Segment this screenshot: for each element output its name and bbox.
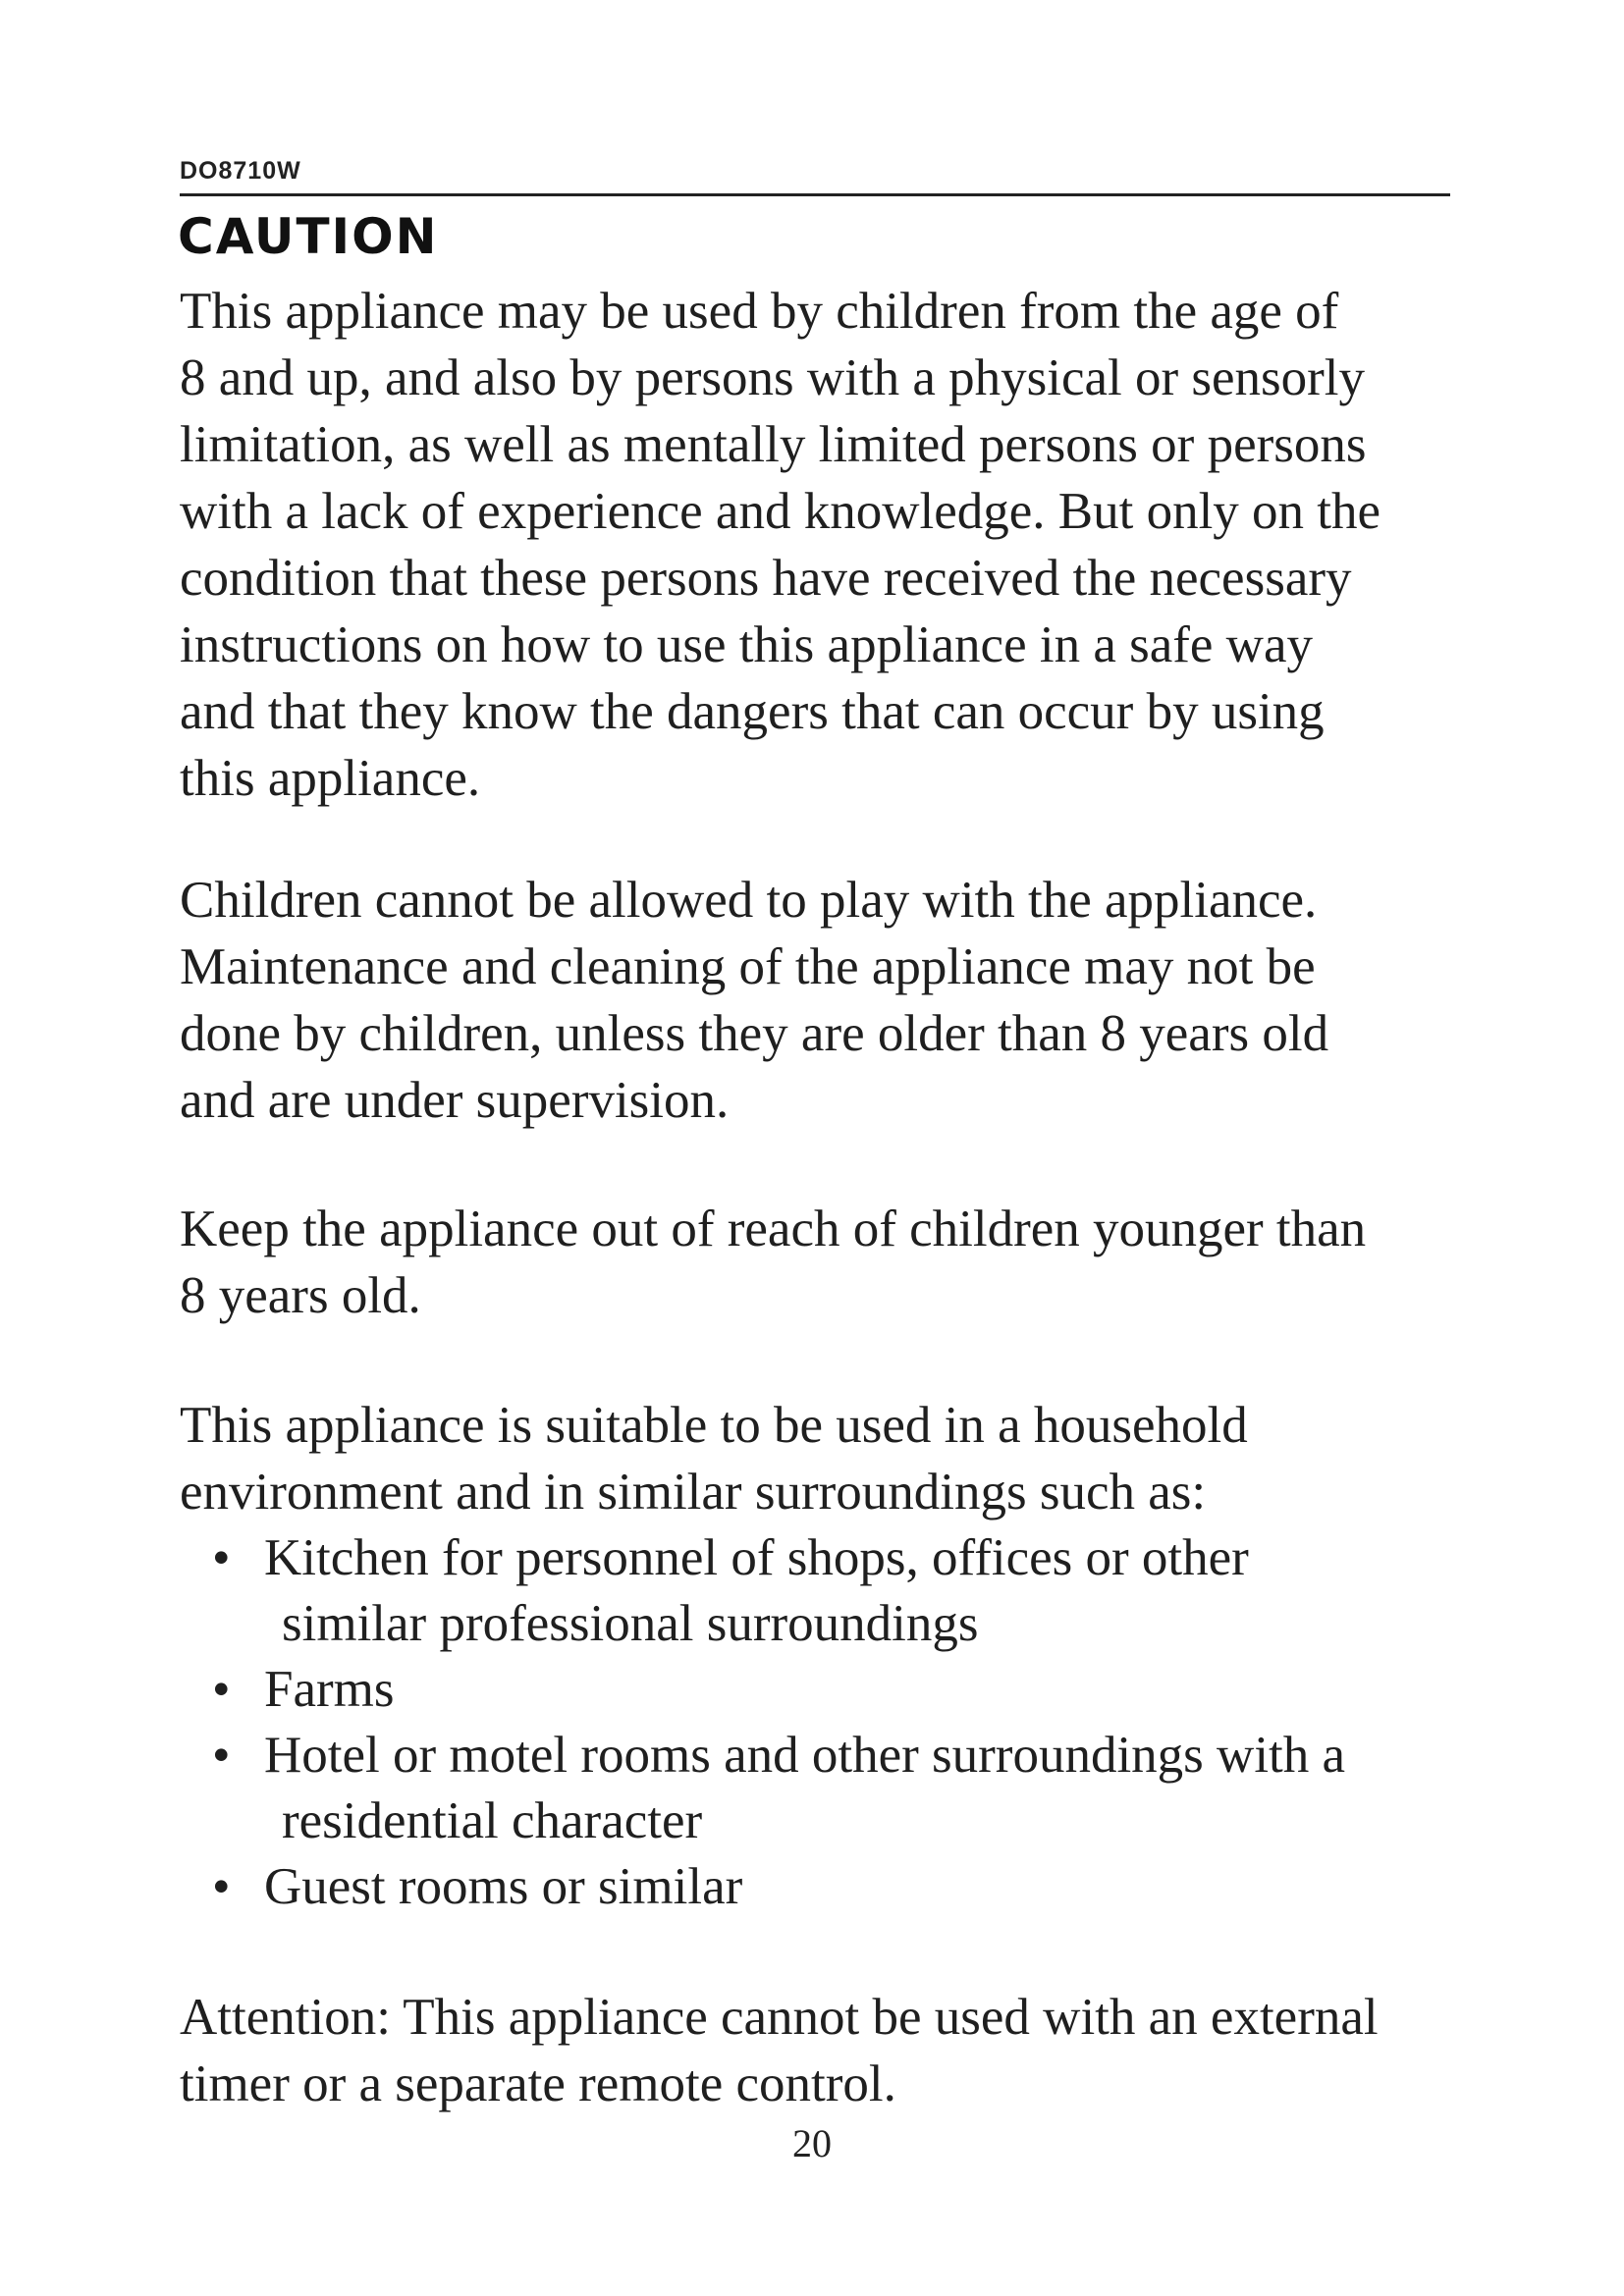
text-line: This appliance may be used by children from the age of (180, 283, 1339, 340)
bullet-icon: • (212, 1529, 231, 1586)
paragraph-household-use (180, 1392, 1248, 1525)
list-item-text-continued: residential character (282, 1792, 703, 1849)
surroundings-list (180, 1525, 1345, 1920)
page-title: CAUTION (178, 208, 439, 265)
list-item (180, 1854, 1345, 1920)
page-number: 20 (792, 2121, 832, 2165)
list-item (180, 1657, 1345, 1723)
text-line: done by children, unless they are older than 8 years old (180, 1005, 1329, 1062)
text-line: timer or a separate remote control. (180, 2056, 896, 2112)
bullet-icon: • (212, 1661, 231, 1718)
list-item-text: Guest rooms or similar (264, 1858, 743, 1915)
list-item-text: Hotel or motel rooms and other surroundings with a (264, 1727, 1346, 1784)
paragraph-children-play (180, 867, 1328, 1134)
text-line: instructions on how to use this appliance in a safe way (180, 616, 1313, 673)
list-item-text-continued: similar professional surroundings (282, 1595, 979, 1652)
text-line: 8 years old. (180, 1267, 421, 1324)
text-line: condition that these persons have received the necessary (180, 550, 1352, 607)
list-item-text: Farms (264, 1661, 395, 1718)
text-line: with a lack of experience and knowledge. But only on the (180, 483, 1381, 540)
bullet-icon: • (212, 1727, 231, 1784)
bullet-icon: • (212, 1858, 231, 1915)
text-line: 8 and up, and also by persons with a physical or sensorly (180, 349, 1366, 406)
paragraph-attention (180, 1984, 1379, 2117)
model-number: DO8710W (180, 157, 301, 185)
text-line: limitation, as well as mentally limited persons or persons (180, 416, 1367, 473)
paragraph-keep-out-of-reach (180, 1196, 1366, 1329)
list-item-text: Kitchen for personnel of shops, offices or other (264, 1529, 1249, 1586)
text-line: environment and in similar surroundings such as: (180, 1464, 1207, 1521)
text-line: Children cannot be allowed to play with the appliance. (180, 872, 1318, 929)
header-divider (180, 193, 1450, 196)
paragraph-usage-conditions (180, 278, 1380, 812)
text-line: and are under supervision. (180, 1072, 730, 1129)
text-line: Maintenance and cleaning of the appliance may not be (180, 938, 1316, 995)
text-line: Keep the appliance out of reach of children younger than (180, 1201, 1367, 1257)
text-line: and that they know the dangers that can occur by using (180, 683, 1325, 740)
list-item (180, 1723, 1345, 1854)
text-line: This appliance is suitable to be used in a household (180, 1397, 1248, 1454)
list-item (180, 1525, 1345, 1657)
text-line: this appliance. (180, 750, 481, 807)
text-line: Attention: This appliance cannot be used with an external (180, 1989, 1379, 2046)
